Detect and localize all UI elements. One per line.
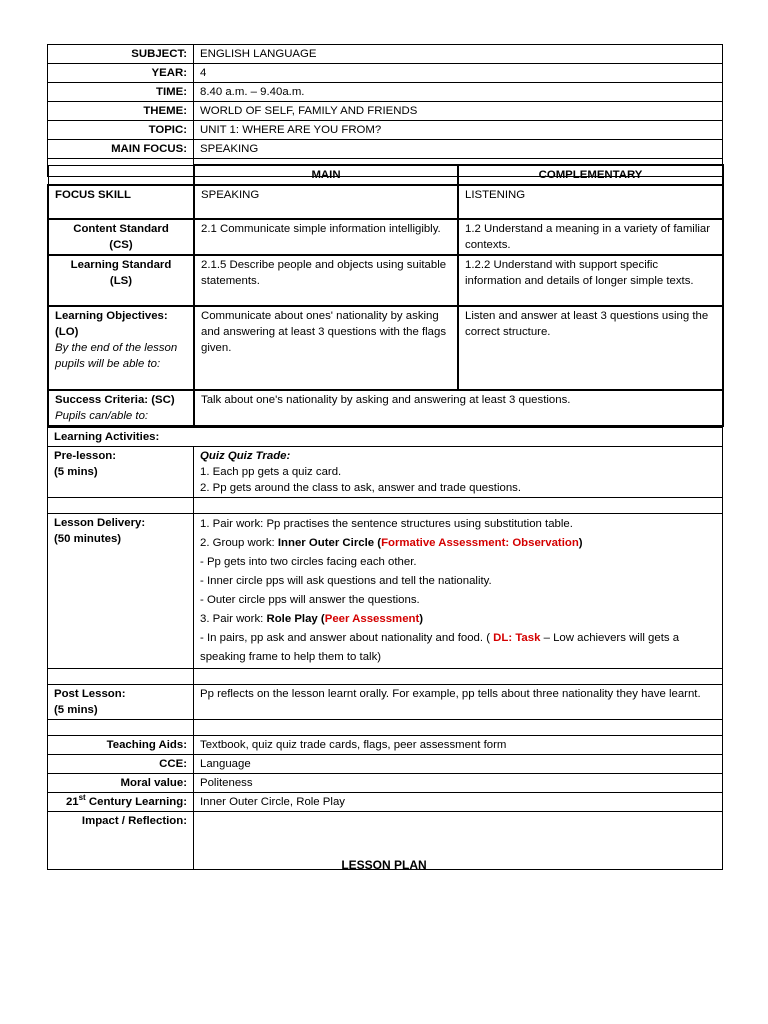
year-row xyxy=(48,64,723,83)
learning-objectives-comp: Listen and answer at least 3 questions using the correct structure. xyxy=(458,306,723,390)
header-table xyxy=(47,44,723,177)
delivery-line: - Pp gets into two circles facing each other. xyxy=(200,556,417,568)
moral-value-label: Moral value: xyxy=(48,774,194,793)
delivery-line xyxy=(200,610,716,629)
complementary-column-header: COMPLEMENTARY xyxy=(458,165,723,185)
delivery-strategy: Inner Outer Circle xyxy=(277,537,375,549)
post-lesson-title: Post Lesson: xyxy=(54,688,126,700)
post-lesson-row xyxy=(48,685,723,720)
cce-row xyxy=(48,755,723,774)
pre-lesson-row xyxy=(48,447,723,498)
pre-lesson-label xyxy=(48,447,194,498)
content-standard-main: 2.1 Communicate simple information intelligibly. xyxy=(194,219,458,255)
delivery-line: - Inner circle pps will ask questions and tell the nationality. xyxy=(200,575,492,587)
century-sup: st xyxy=(78,793,86,803)
century-learning-row xyxy=(48,793,723,812)
main-column-header: MAIN xyxy=(194,165,458,185)
theme-label: THEME: xyxy=(48,102,194,121)
post-lesson-duration: (5 mins) xyxy=(54,704,98,716)
cce-label: CCE: xyxy=(48,755,194,774)
differentiation-highlight: DL: Task xyxy=(493,632,541,644)
content-standard-comp: 1.2 Understand a meaning in a variety of familiar contexts. xyxy=(458,219,723,255)
learning-standard-abbr: (LS) xyxy=(109,275,133,287)
assessment-highlight: Formative Assessment: Observation xyxy=(381,537,579,549)
success-criteria-label xyxy=(48,390,194,426)
delivery-strategy: Role Play xyxy=(266,613,318,625)
learning-standard-title: Learning Standard xyxy=(70,259,172,271)
learning-standard-main: 2.1.5 Describe people and objects using suitable statements. xyxy=(194,255,458,306)
spacer-cell xyxy=(48,720,194,736)
spacer-row xyxy=(48,498,723,514)
subject-row xyxy=(48,45,723,64)
learning-objectives-label xyxy=(48,306,194,390)
delivery-text: – Low achievers will gets a speaking frame to help them to talk) xyxy=(200,632,680,663)
teaching-aids-row xyxy=(48,736,723,755)
topic-label: TOPIC: xyxy=(48,121,194,140)
century-learning-value: Inner Outer Circle, Role Play xyxy=(194,793,723,812)
learning-activities-heading: Learning Activities: xyxy=(48,428,723,447)
learning-objectives-note: By the end of the lesson pupils will be able to: xyxy=(55,342,178,370)
teaching-aids-value: Textbook, quiz quiz trade cards, flags, peer assessment form xyxy=(194,736,723,755)
main-focus-label: MAIN FOCUS: xyxy=(48,140,194,159)
topic-value: UNIT 1: WHERE ARE YOU FROM? xyxy=(194,121,723,140)
time-label: TIME: xyxy=(48,83,194,102)
content-standard-label xyxy=(48,219,194,255)
spacer-cell xyxy=(48,498,194,514)
delivery-text: ( xyxy=(374,537,382,549)
learning-standard-comp: 1.2.2 Understand with support specific information and details of longer simple texts. xyxy=(458,255,723,306)
learning-standard-label xyxy=(48,255,194,306)
spacer-cell xyxy=(194,720,723,736)
content-standard-row xyxy=(48,219,723,255)
year-label: YEAR: xyxy=(48,64,194,83)
moral-value-value: Politeness xyxy=(194,774,723,793)
pre-lesson-content xyxy=(194,447,723,498)
pre-lesson-line: 1. Each pp gets a quiz card. xyxy=(200,466,342,478)
content-standard-abbr: (CS) xyxy=(109,239,133,251)
success-criteria-row xyxy=(48,390,723,426)
caption: LESSON PLAN xyxy=(341,858,427,872)
spacer-cell xyxy=(194,669,723,685)
spacer-row xyxy=(48,669,723,685)
main-focus-value: SPEAKING xyxy=(194,140,723,159)
topic-row xyxy=(48,121,723,140)
century-learning-label xyxy=(48,793,194,812)
teaching-aids-label: Teaching Aids: xyxy=(48,736,194,755)
theme-row xyxy=(48,102,723,121)
pre-lesson-line: 2. Pp gets around the class to ask, answer and trade questions. xyxy=(200,482,522,494)
spacer-cell xyxy=(194,498,723,514)
delivery-line: - Outer circle pps will answer the questions. xyxy=(200,594,420,606)
delivery-text: 2. Group work: xyxy=(200,537,278,549)
subject-value: ENGLISH LANGUAGE xyxy=(194,45,723,64)
time-row xyxy=(48,83,723,102)
delivery-text: ) xyxy=(578,537,583,549)
learning-objectives-row xyxy=(48,306,723,390)
blank-header-cell xyxy=(48,165,194,185)
lesson-delivery-duration: (50 minutes) xyxy=(54,533,122,545)
time-value: 8.40 a.m. – 9.40a.m. xyxy=(194,83,723,102)
delivery-text: ( xyxy=(317,613,325,625)
impact-label: Impact / Reflection: xyxy=(48,812,194,870)
moral-value-row xyxy=(48,774,723,793)
delivery-line xyxy=(200,629,716,667)
lesson-delivery-row xyxy=(48,514,723,669)
lesson-delivery-content xyxy=(194,514,723,669)
pre-lesson-activity-title: Quiz Quiz Trade: xyxy=(200,450,291,462)
column-header-row xyxy=(48,165,723,185)
success-criteria-value: Talk about one's nationality by asking and answering at least 3 questions. xyxy=(194,390,723,426)
success-criteria-title: Success Criteria: (SC) xyxy=(55,394,175,406)
focus-skill-comp: LISTENING xyxy=(458,185,723,219)
pre-lesson-title: Pre-lesson: xyxy=(54,450,117,462)
focus-skill-label: FOCUS SKILL xyxy=(48,185,194,219)
focus-skill-main: SPEAKING xyxy=(194,185,458,219)
learning-standard-row xyxy=(48,255,723,306)
learning-objectives-abbr: (LO) xyxy=(55,326,79,338)
pre-lesson-duration: (5 mins) xyxy=(54,466,98,478)
content-standard-title: Content Standard xyxy=(73,223,169,235)
delivery-line xyxy=(200,534,716,553)
learning-objectives-title: Learning Objectives: xyxy=(55,310,168,322)
year-value: 4 xyxy=(194,64,723,83)
delivery-text: - In pairs, pp ask and answer about nationality and food. ( xyxy=(200,632,494,644)
assessment-highlight: Peer Assessment xyxy=(324,613,420,625)
learning-activities-row xyxy=(48,428,723,447)
delivery-line: 1. Pair work: Pp practises the sentence structures using substitution table. xyxy=(200,518,573,530)
spacer-row xyxy=(48,720,723,736)
spacer-cell xyxy=(48,669,194,685)
main-focus-row xyxy=(48,140,723,159)
cce-value: Language xyxy=(194,755,723,774)
lesson-delivery-title: Lesson Delivery: xyxy=(54,517,146,529)
post-lesson-label xyxy=(48,685,194,720)
post-lesson-value: Pp reflects on the lesson learnt orally. For example, pp tells about three nationality they have learnt. xyxy=(194,685,723,720)
lesson-delivery-label xyxy=(48,514,194,669)
delivery-text: 3. Pair work: xyxy=(200,613,267,625)
activities-table xyxy=(47,427,723,870)
success-criteria-note: Pupils can/able to: xyxy=(55,410,149,422)
standards-table xyxy=(47,164,724,427)
century-prefix: 21 xyxy=(65,796,79,808)
focus-skill-row xyxy=(48,185,723,219)
century-suffix: Century Learning: xyxy=(85,796,187,808)
delivery-text: ) xyxy=(419,613,424,625)
subject-label: SUBJECT: xyxy=(48,45,194,64)
theme-value: WORLD OF SELF, FAMILY AND FRIENDS xyxy=(194,102,723,121)
learning-objectives-main: Communicate about ones' nationality by asking and answering at least 3 questions with the flags given. xyxy=(194,306,458,390)
